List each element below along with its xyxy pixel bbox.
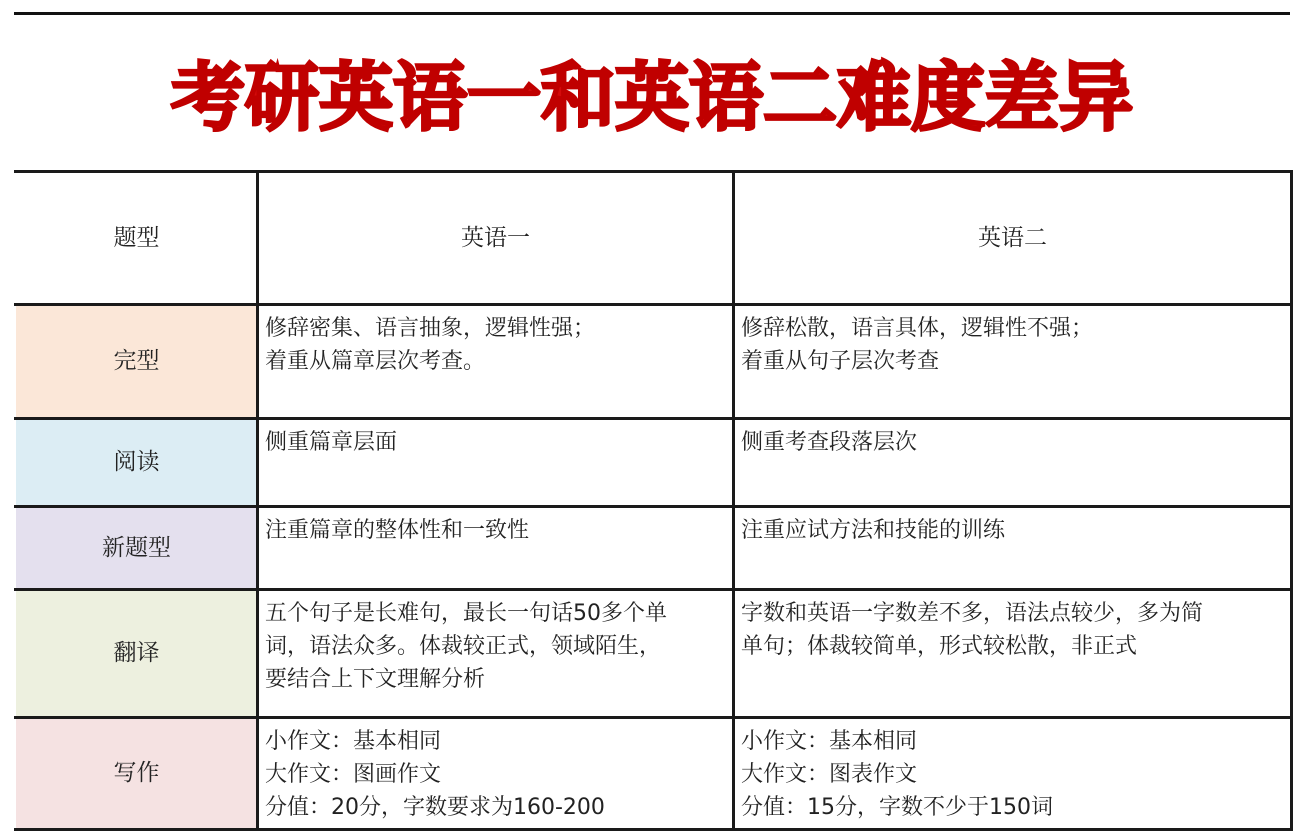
text-line: 修辞密集、语言抽象，逻辑性强；: [265, 316, 596, 341]
cell-translation-english-1: [258, 590, 734, 718]
header-type: 题型: [16, 172, 258, 305]
row-type-reading: 阅读: [16, 419, 258, 507]
text-line: 注重篇章的整体性和一致性: [265, 518, 530, 543]
table-row-writing: [16, 718, 1292, 830]
cell-cloze-english-1: [258, 305, 734, 419]
text-line: 要结合上下文理解分析: [265, 667, 486, 692]
row-type-translation: 翻译: [16, 590, 258, 718]
text-line: 注重应试方法和技能的训练: [741, 518, 1006, 543]
table-row-cloze: [16, 305, 1292, 419]
text-line: 侧重篇章层面: [265, 430, 398, 455]
text-line: 修辞松散，语言具体，逻辑性不强；: [741, 316, 1094, 341]
cell-translation-english-2: [734, 590, 1292, 718]
row-type-writing: 写作: [16, 718, 258, 830]
cell-writing-english-2: [734, 718, 1292, 830]
row-type-new-type: 新题型: [16, 507, 258, 590]
cell-reading-english-2: [734, 419, 1292, 507]
text-line: 大作文：图表作文: [741, 762, 918, 787]
text-line: 着重从句子层次考查: [741, 349, 940, 374]
text-line: 着重从篇章层次考查。: [265, 349, 486, 374]
text-line: 单句；体裁较简单，形式较松散，非正式: [741, 634, 1138, 659]
cell-new-type-english-1: [258, 507, 734, 590]
text-line: 分值：15分，字数不少于150词: [741, 795, 1053, 820]
text-line: 侧重考查段落层次: [741, 430, 918, 455]
header-english-1: 英语一: [258, 172, 734, 305]
page-title: 考研英语一和英语二难度差异: [171, 55, 1133, 141]
top-border: [14, 12, 1290, 15]
cell-writing-english-1: [258, 718, 734, 830]
text-line: 分值：20分，字数要求为160-200: [265, 795, 605, 820]
header-english-2: 英语二: [734, 172, 1292, 305]
text-line: 小作文：基本相同: [741, 729, 918, 754]
cell-reading-english-1: [258, 419, 734, 507]
comparison-table: [14, 170, 1293, 831]
text-line: 词，语法众多。体裁较正式，领域陌生，: [265, 634, 662, 659]
table-row-reading: [16, 419, 1292, 507]
table-row-new-type: [16, 507, 1292, 590]
cell-cloze-english-2: [734, 305, 1292, 419]
table-row-translation: [16, 590, 1292, 718]
row-type-cloze: 完型: [16, 305, 258, 419]
cell-new-type-english-2: [734, 507, 1292, 590]
text-line: 字数和英语一字数差不多，语法点较少，多为简: [741, 601, 1204, 626]
text-line: 小作文：基本相同: [265, 729, 442, 754]
table-header-row: [16, 172, 1292, 305]
text-line: 大作文：图画作文: [265, 762, 442, 787]
text-line: 五个句子是长难句，最长一句话50多个单: [265, 601, 667, 626]
